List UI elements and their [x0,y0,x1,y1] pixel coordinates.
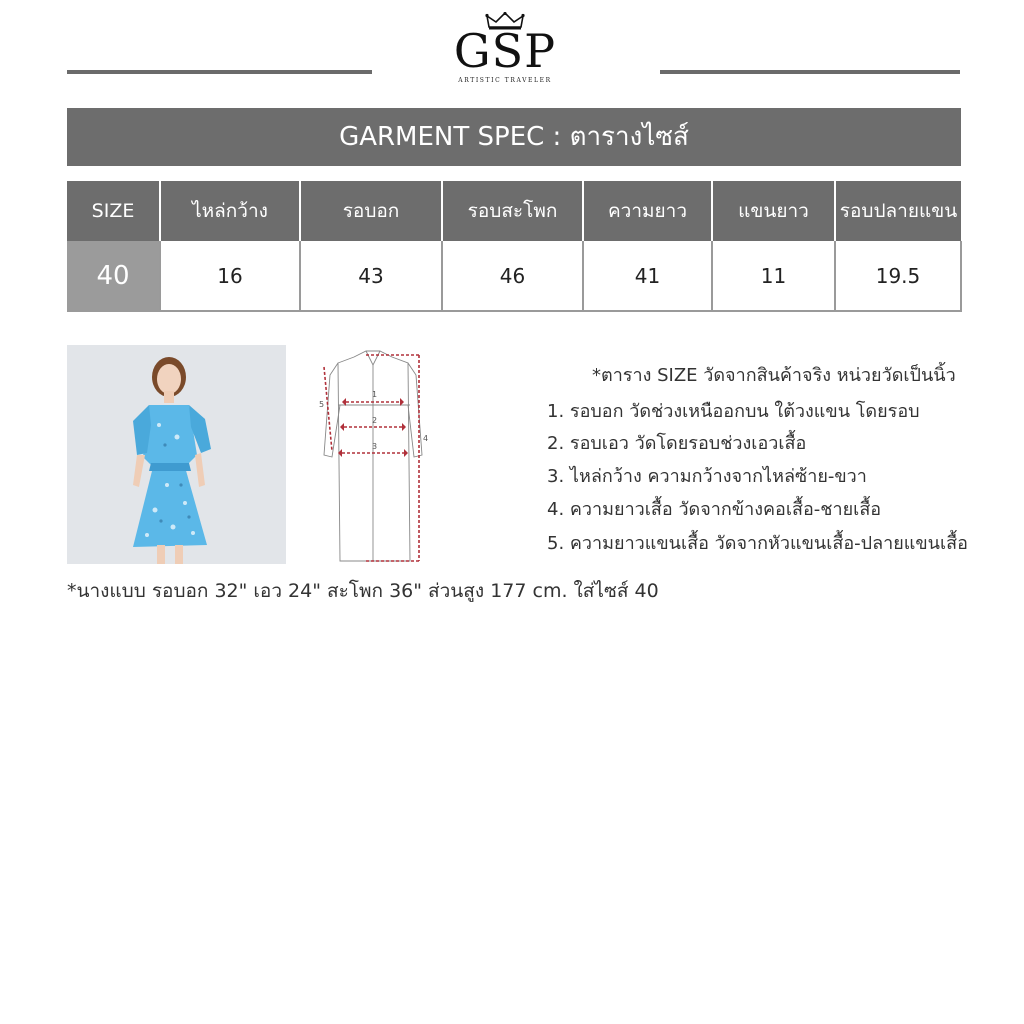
brand-name: GSP [453,24,557,78]
table-cell: 11 [712,241,835,311]
diagram-label: 3 [372,442,378,451]
table-cell: 46 [442,241,583,311]
table-cell: 41 [583,241,712,311]
note-item: 1. รอบอก วัดช่วงเหนืออกบน ใต้วงแขน โดยรอบ [547,401,920,422]
diagram-label: 1 [372,390,378,399]
note-item: 2. รอบเอว วัดโดยรอบช่วงเอวเสื้อ [547,433,807,454]
diagram-label: 2 [372,416,378,425]
brand-tagline: ARTISTIC TRAVELER [458,77,552,84]
table-cell: 16 [160,241,300,311]
size-cell: 40 [67,241,160,311]
table-cell: 19.5 [835,241,961,311]
size-table [67,181,962,312]
header-divider-right [660,70,960,74]
note-item: 3. ไหล่กว้าง ความกว้างจากไหล่ซ้าย-ขวา [547,466,867,487]
column-header: ไหล่กว้าง [160,181,300,241]
model-photo [67,345,286,564]
column-header: รอบสะโพก [442,181,583,241]
table-cell: 43 [300,241,442,311]
column-header: ความยาว [583,181,712,241]
notes-header: *ตาราง SIZE วัดจากสินค้าจริง หน่วยวัดเป็นนิ้ว [592,365,956,386]
header-divider-left [67,70,372,74]
column-header: SIZE [67,181,160,241]
model-footnote: *นางแบบ รอบอก 32" เอว 24" สะโพก 36" ส่วนสูง 177 cm. ใส่ไซส์ 40 [67,580,659,602]
table-header-row [67,181,961,241]
column-header: แขนยาว [712,181,835,241]
column-header: รอบปลายแขน [835,181,961,241]
note-item: 5. ความยาวแขนเสื้อ วัดจากหัวแขนเสื้อ-ปลายแขนเสื้อ [547,533,968,554]
diagram-label: 4 [423,434,429,443]
dress-measurement-diagram [316,345,436,567]
diagram-label: 5 [319,400,325,409]
table-row [67,241,961,311]
note-item: 4. ความยาวเสื้อ วัดจากข้างคอเสื้อ-ชายเสื้อ [547,499,882,520]
page-title: GARMENT SPEC : ตารางไซส์ [67,108,961,166]
column-header: รอบอก [300,181,442,241]
brand-logo [440,12,570,98]
